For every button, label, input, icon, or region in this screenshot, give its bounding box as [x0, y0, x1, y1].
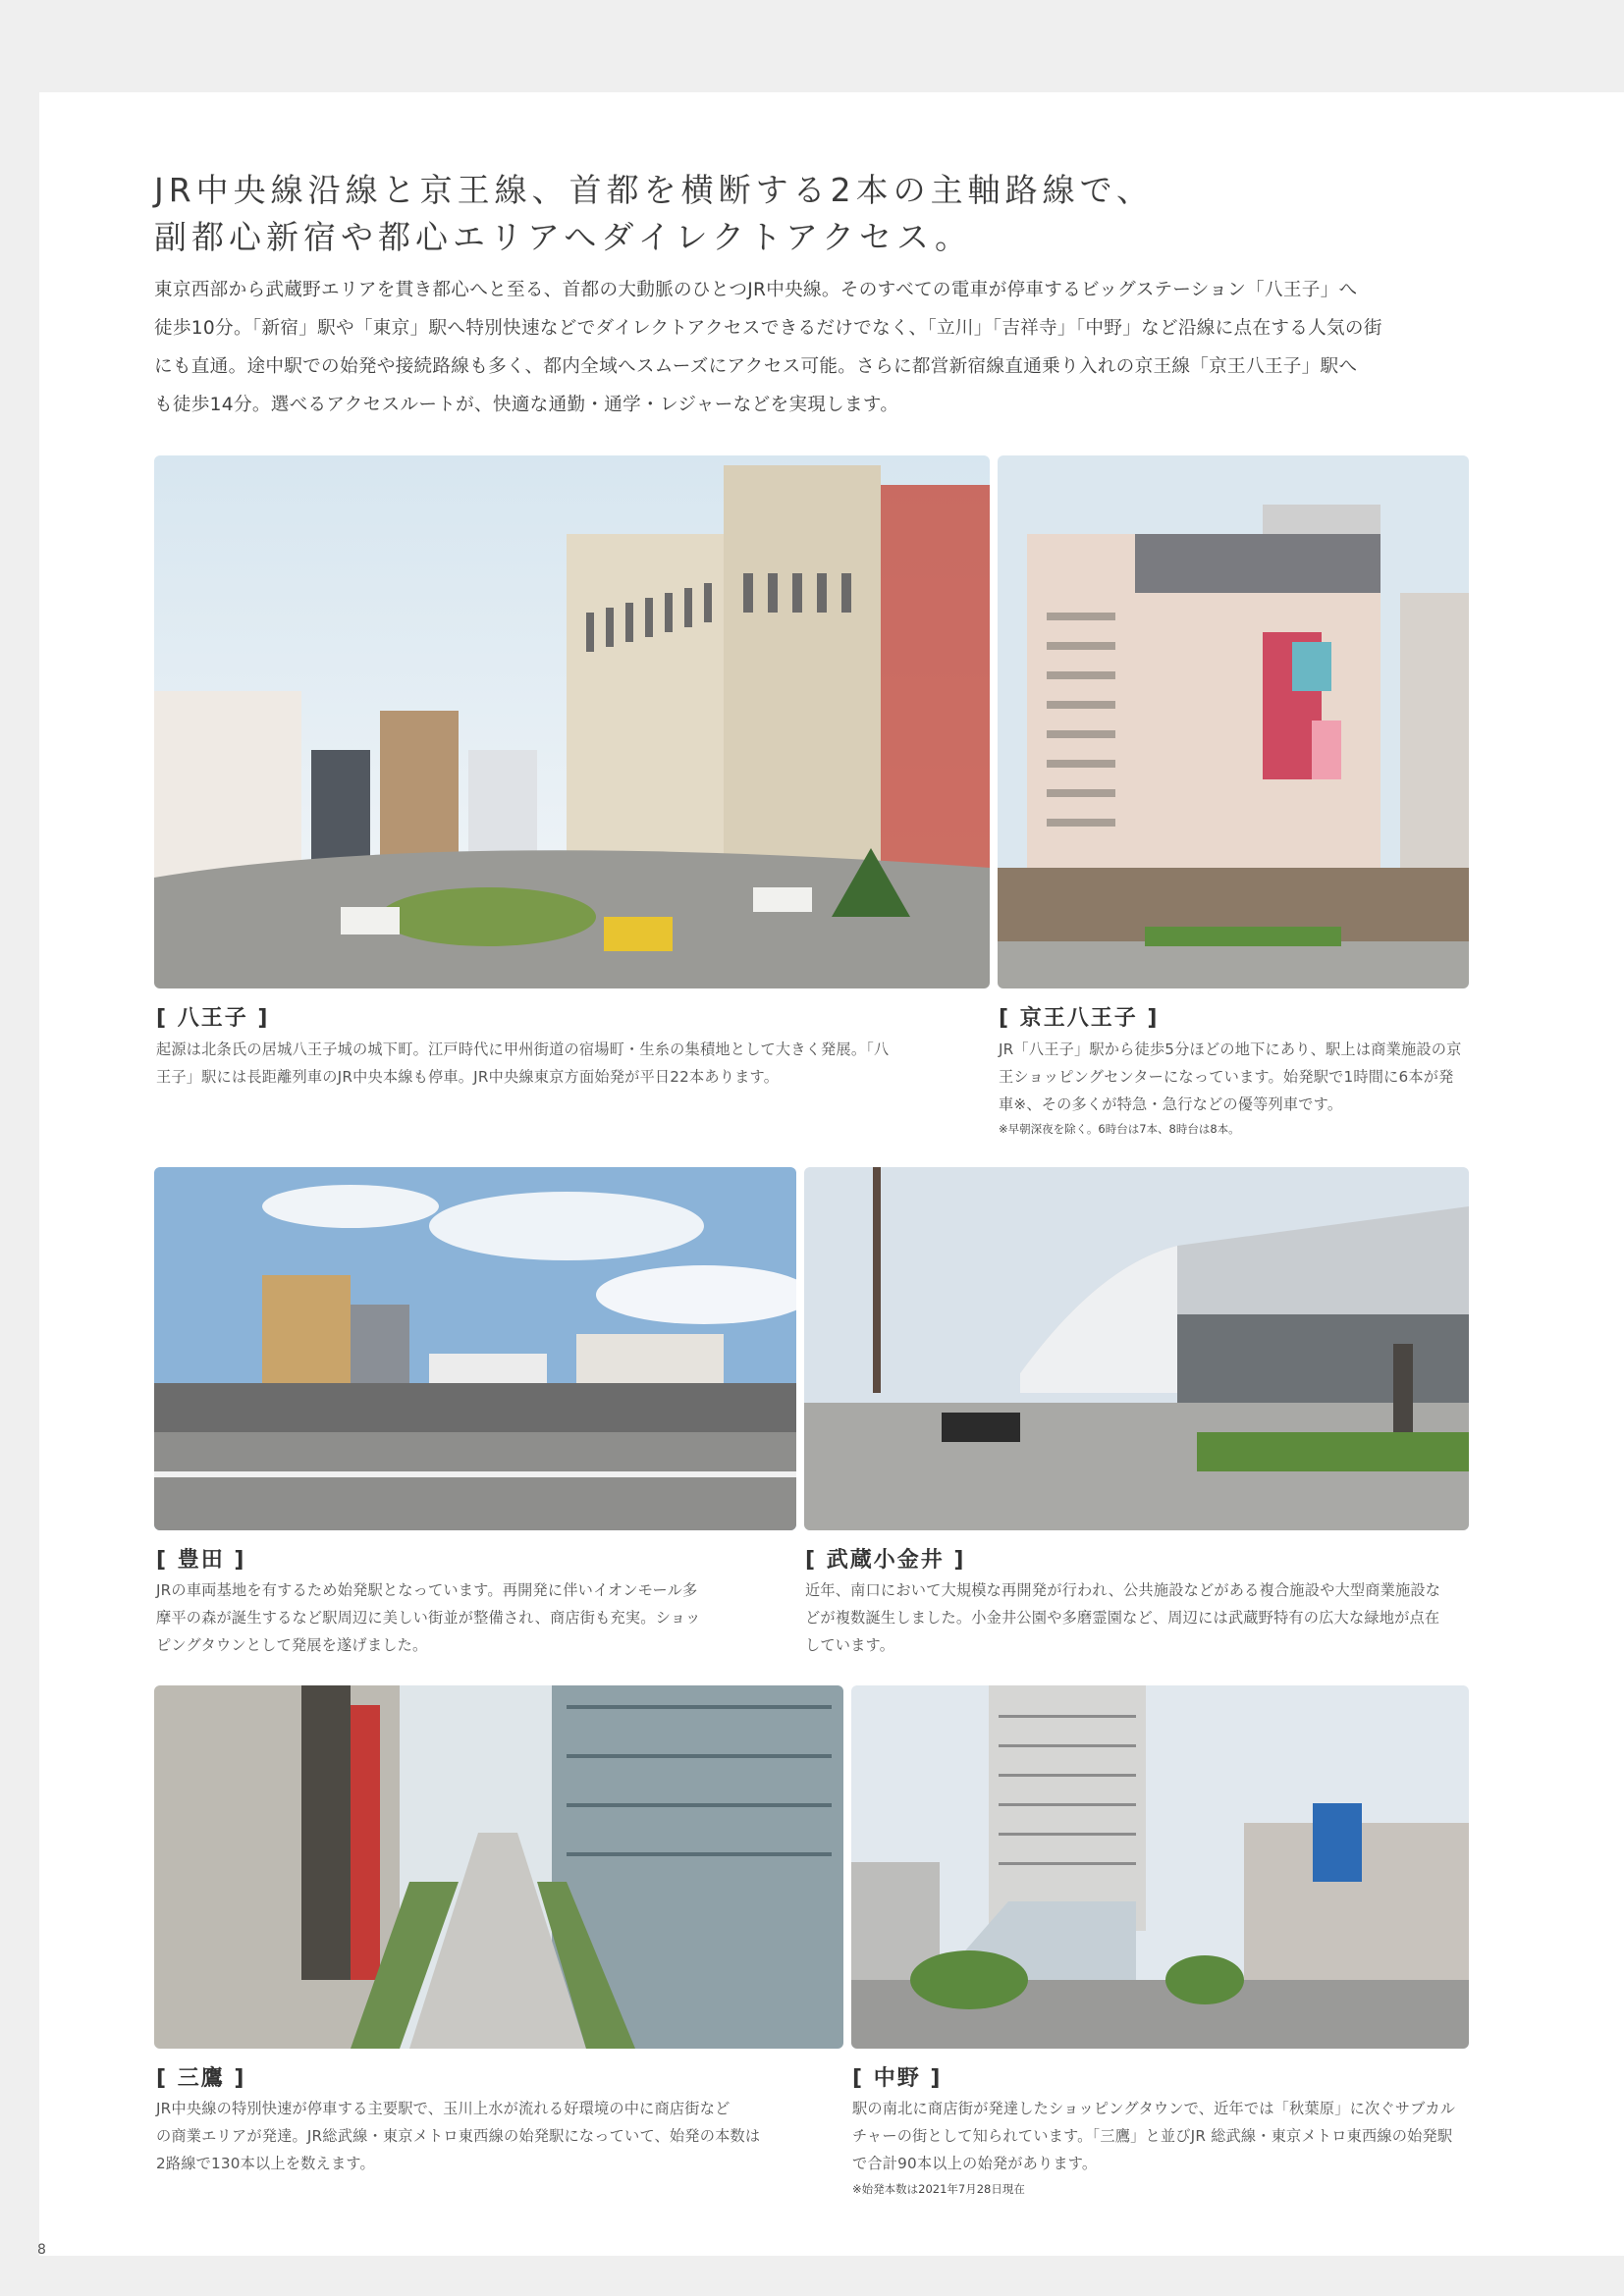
toyoda-title: [ 豊田 ]	[156, 1548, 246, 1573]
nakano-title: [ 中野 ]	[852, 2066, 943, 2091]
description-line: 摩平の森が誕生するなど駅周辺に美しい街並が整備され、商店街も充実。ショッ	[156, 1609, 701, 1627]
mitaka-title: [ 三鷹 ]	[156, 2066, 246, 2091]
keio-hachioji-title: [ 京王八王子 ]	[999, 1006, 1160, 1031]
description-line: 王ショッピングセンターになっています。始発駅で1時間に6本が発	[999, 1068, 1454, 1086]
intro-line: にも直通。途中駅での始発や接続路線も多く、都内全域へスムーズにアクセス可能。さらに都営新宿線直通乗り入れの京王線「京王八王子」駅へ	[154, 356, 1358, 377]
mitaka-station-photo	[154, 1685, 843, 2049]
description-line: どが複数誕生しました。小金井公園や多磨霊園など、周辺には武蔵野特有の広大な緑地が点在	[805, 1609, 1440, 1627]
description-line: 王子」駅には長距離列車のJR中央本線も停車。JR中央線東京方面始発が平日22本あります。	[156, 1068, 780, 1086]
headline-line-2: 副都心新宿や都心エリアへダイレクトアクセス。	[154, 218, 973, 256]
nakano-description	[852, 2095, 1455, 2177]
mitaka-description	[156, 2095, 760, 2177]
hachioji-description	[156, 1036, 889, 1091]
toyoda-station-photo	[154, 1167, 796, 1530]
hachioji-station-photo	[154, 455, 990, 988]
description-line: 起源は北条氏の居城八王子城の城下町。江戸時代に甲州街道の宿場町・生糸の集積地として大きく発展。「八	[156, 1041, 890, 1058]
description-line: しています。	[805, 1636, 895, 1654]
description-line: 車※、その多くが特急・急行などの優等列車です。	[999, 1095, 1343, 1113]
toyoda-description	[156, 1576, 701, 1659]
description-line: JRの車両基地を有するため始発駅となっています。再開発に伴いイオンモール多	[156, 1581, 698, 1599]
description-line: チャーの街として知られています。「三鷹」と並びJR 総武線・東京メトロ東西線の始発駅	[852, 2127, 1453, 2145]
intro-paragraph	[154, 271, 1470, 424]
musashi-koganei-title: [ 武蔵小金井 ]	[805, 1548, 966, 1573]
musashi-koganei-station-photo	[804, 1167, 1469, 1530]
page-headline	[154, 167, 1431, 261]
headline-line-1: JR中央線沿線と京王線、首都を横断する2本の主軸路線で、	[154, 171, 1154, 209]
intro-line: も徒歩14分。選べるアクセスルートが、快適な通勤・通学・レジャーなどを実現します。	[154, 395, 899, 415]
intro-line: 徒歩10分。「新宿」駅や「東京」駅へ特別快速などでダイレクトアクセスできるだけでなく、「立川」「吉祥寺」「中野」など沿線に点在する人気の街	[154, 318, 1382, 339]
description-line: JR中央線の特別快速が停車する主要駅で、玉川上水が流れる好環境の中に商店街など	[156, 2100, 731, 2117]
nakano-footnote: ※始発本数は2021年7月28日現在	[852, 2182, 1025, 2196]
keio-hachioji-footnote: ※早朝深夜を除く。6時台は7本、8時台は8本。	[999, 1122, 1240, 1136]
description-line: JR「八王子」駅から徒歩5分ほどの地下にあり、駅上は商業施設の京	[999, 1041, 1462, 1058]
musashi-koganei-description	[805, 1576, 1440, 1659]
description-line: 2路線で130本以上を数えます。	[156, 2155, 375, 2172]
description-line: 近年、南口において大規模な再開発が行われ、公共施設などがある複合施設や大型商業施設な	[805, 1581, 1441, 1599]
keio-hachioji-description	[999, 1036, 1462, 1118]
description-line: で合計90本以上の始発があります。	[852, 2155, 1098, 2172]
page-number: 8	[37, 2242, 46, 2258]
intro-line: 東京西部から武蔵野エリアを貫き都心へと至る、首都の大動脈のひとつJR中央線。そのすべての電車が停車するビッグステーション「八王子」へ	[154, 280, 1358, 300]
hachioji-title: [ 八王子 ]	[156, 1006, 270, 1031]
nakano-station-photo	[851, 1685, 1469, 2049]
keio-hachioji-station-photo	[998, 455, 1469, 988]
description-line: 駅の南北に商店街が発達したショッピングタウンで、近年では「秋葉原」に次ぐサブカル	[852, 2100, 1456, 2117]
description-line: ピングタウンとして発展を遂げました。	[156, 1636, 428, 1654]
description-line: の商業エリアが発達。JR総武線・東京メトロ東西線の始発駅になっていて、始発の本数は	[156, 2127, 761, 2145]
